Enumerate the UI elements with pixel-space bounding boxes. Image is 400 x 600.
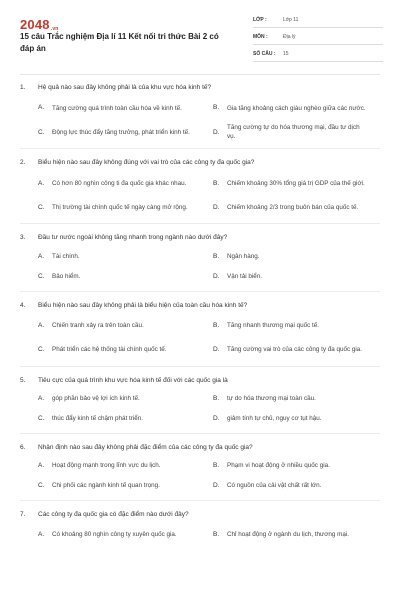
question-divider (20, 433, 380, 434)
option-letter: C. (38, 415, 45, 422)
option-text: Tăng cường vai trò của các công ty đa quốc gia. (227, 346, 363, 354)
option-letter: C. (38, 203, 45, 211)
answer-options (38, 523, 380, 547)
meta-label: SỐ CÂU : (253, 51, 276, 57)
option-letter: B. (213, 321, 220, 329)
option-text: Tăng cường tự do hóa thương mại, đầu tư dịch vụ. (227, 124, 360, 141)
answer-option[interactable] (38, 476, 213, 496)
answer-options (38, 247, 380, 287)
answer-option[interactable] (213, 96, 388, 120)
option-letter: A. (38, 104, 45, 112)
option-letter: C. (38, 345, 45, 353)
option-text: Phát triển các hệ thống tài chính quốc tế. (52, 346, 167, 354)
option-letter: B. (213, 395, 220, 402)
question-block (20, 373, 380, 434)
answer-option[interactable] (38, 389, 213, 409)
answer-option[interactable] (213, 247, 388, 267)
question-text: Các công ty đa quốc gia có đặc điểm nào dưới đây? (38, 510, 189, 518)
option-text: Bảo hiểm. (52, 272, 81, 280)
logo-text: 2048 (20, 17, 50, 32)
meta-row-class (253, 13, 383, 28)
option-letter: A. (38, 395, 45, 402)
question-list (20, 80, 380, 553)
question-number: 7. (20, 510, 26, 518)
answer-options (38, 96, 380, 144)
meta-value: 15 (283, 51, 289, 57)
answer-option[interactable] (213, 171, 388, 195)
answer-option[interactable] (38, 267, 213, 287)
option-letter: C. (38, 482, 45, 490)
answer-options (38, 389, 380, 429)
option-text: Tài chính. (52, 252, 80, 260)
question-block (20, 507, 380, 547)
answer-option[interactable] (213, 523, 388, 547)
question-stem (20, 440, 380, 452)
answer-option[interactable] (213, 338, 388, 362)
question-text: Nhận định nào sau đây không phải đặc điểm của các công ty đa quốc gia? (38, 443, 253, 451)
answer-option[interactable] (213, 195, 388, 219)
option-text: góp phần bảo vệ lợi ích kinh tế. (52, 395, 140, 403)
meta-value: Lớp 11 (283, 17, 299, 23)
answer-option[interactable] (38, 171, 213, 195)
option-letter: B. (213, 462, 220, 470)
answer-option[interactable] (213, 314, 388, 338)
answer-option[interactable] (38, 523, 213, 547)
option-letter: D. (213, 128, 220, 136)
answer-option[interactable] (213, 409, 388, 429)
option-letter: B. (213, 531, 220, 539)
question-number: 6. (20, 443, 26, 451)
answer-option[interactable] (213, 476, 388, 496)
question-text: Biểu hiện nào sau đây không phải là biểu hiện của toàn cầu hóa kinh tế? (38, 301, 248, 309)
answer-option[interactable] (38, 338, 213, 362)
logo-suffix: .vn (50, 26, 59, 32)
document-meta (253, 13, 383, 64)
option-text: Ngân hàng. (227, 252, 260, 260)
question-divider (20, 148, 380, 149)
answer-option[interactable] (213, 389, 388, 409)
answer-option[interactable] (213, 267, 388, 287)
option-text: Thị trường tài chính quốc tế ngày càng mở rộng. (52, 203, 188, 211)
option-text: Chiến tranh xảy ra trên toàn cầu. (52, 322, 144, 330)
option-text: Có nguồn của cải vật chất rất lớn. (227, 482, 322, 490)
answer-options (38, 171, 380, 219)
option-text: Có hơn 80 nghìn công ti đa quốc gia khác nhau. (52, 179, 187, 187)
option-text: Chỉ hoạt động ở ngành du lịch, thương mại. (227, 531, 350, 539)
question-stem (20, 298, 380, 310)
option-text: Gia tăng khoảng cách giàu nghèo giữa các nước. (227, 104, 366, 112)
option-letter: A. (38, 462, 45, 470)
question-stem (20, 230, 380, 242)
question-block (20, 155, 380, 224)
option-letter: A. (38, 179, 45, 187)
meta-value: Địa lý (283, 34, 296, 40)
option-letter: D. (213, 482, 220, 490)
option-text: Động lực thúc đẩy tăng trưởng, phát triển kinh tế. (52, 128, 190, 136)
question-block (20, 298, 380, 367)
question-text: Tiêu cực của quá trình khu vực hóa kinh tế đối với các quốc gia là (38, 376, 228, 384)
option-text: Tăng cường quá trình toàn cầu hóa về kinh tế. (52, 104, 182, 112)
header-divider (20, 74, 380, 75)
question-number: 5. (20, 376, 26, 384)
question-text: Đầu tư nước ngoài không tăng nhanh trong ngành nào dưới đây? (38, 234, 228, 242)
question-block (20, 80, 380, 149)
question-stem (20, 80, 380, 92)
option-letter: B. (213, 179, 220, 187)
option-letter: D. (213, 272, 220, 280)
question-stem (20, 373, 380, 385)
option-text: tự do hóa thương mại toàn cầu. (227, 395, 316, 403)
question-block (20, 230, 380, 291)
document-title: 15 câu Trắc nghiệm Địa lí 11 Kết nối tri thức Bài 2 có đáp án (20, 32, 219, 53)
meta-label: MÔN : (253, 34, 268, 40)
question-number: 2. (20, 159, 26, 167)
option-text: Chiếm khoảng 30% tổng giá trị GDP của thế giới. (227, 179, 365, 187)
answer-option[interactable] (38, 195, 213, 219)
option-letter: D. (213, 203, 220, 211)
option-text: Vận tải biển. (227, 272, 263, 280)
meta-label: LỚP : (253, 17, 267, 23)
question-block (20, 440, 380, 501)
document-header (0, 0, 400, 68)
option-text: Phạm vi hoạt động ở nhiều quốc gia. (227, 462, 330, 470)
answer-options (38, 314, 380, 362)
option-text: Chiếm khoảng 2/3 trong buôn bán của quốc tế. (227, 203, 359, 211)
question-divider (20, 366, 380, 367)
answer-option[interactable] (213, 120, 388, 144)
site-logo[interactable] (20, 17, 59, 32)
option-text: thúc đẩy kinh tế chậm phát triển. (52, 415, 144, 423)
question-divider (20, 500, 380, 501)
question-stem (20, 155, 380, 167)
question-divider (20, 291, 380, 292)
option-letter: A. (38, 252, 45, 260)
question-number: 3. (20, 234, 26, 242)
question-number: 4. (20, 301, 26, 309)
option-letter: D. (213, 345, 220, 353)
option-text: Tăng nhanh thương mại quốc tế. (227, 322, 320, 330)
answer-option[interactable] (38, 96, 213, 120)
option-letter: C. (38, 272, 45, 280)
option-letter: D. (213, 415, 220, 422)
answer-options (38, 456, 380, 496)
answer-option[interactable] (38, 409, 213, 429)
option-text: Có khoảng 80 nghìn công ty xuyên quốc gia. (52, 531, 177, 539)
option-letter: B. (213, 252, 220, 260)
question-text: Biểu hiện nào sau đây không đúng với vai trò của các công ty đa quốc gia? (38, 159, 255, 167)
answer-option[interactable] (38, 247, 213, 267)
option-letter: B. (213, 104, 220, 112)
option-letter: A. (38, 531, 45, 539)
question-number: 1. (20, 84, 26, 91)
option-letter: C. (38, 128, 45, 136)
answer-option[interactable] (38, 314, 213, 338)
option-text: Chi phối các ngành kinh tế quan trọng. (52, 482, 160, 490)
question-text: Hệ quả nào sau đây không phải là của khu vực hóa kinh tế? (38, 84, 212, 91)
question-stem (20, 507, 380, 519)
answer-option[interactable] (213, 456, 388, 476)
answer-option[interactable] (38, 456, 213, 476)
meta-row-count (253, 47, 383, 62)
option-text: giảm tính tự chủ, nguy cơ tụt hậu. (227, 415, 322, 423)
option-text: Hoạt động mạnh trong lĩnh vực du lịch. (52, 462, 161, 470)
option-letter: A. (38, 321, 45, 329)
question-divider (20, 223, 380, 224)
meta-row-subject (253, 30, 383, 45)
answer-option[interactable] (38, 120, 213, 144)
